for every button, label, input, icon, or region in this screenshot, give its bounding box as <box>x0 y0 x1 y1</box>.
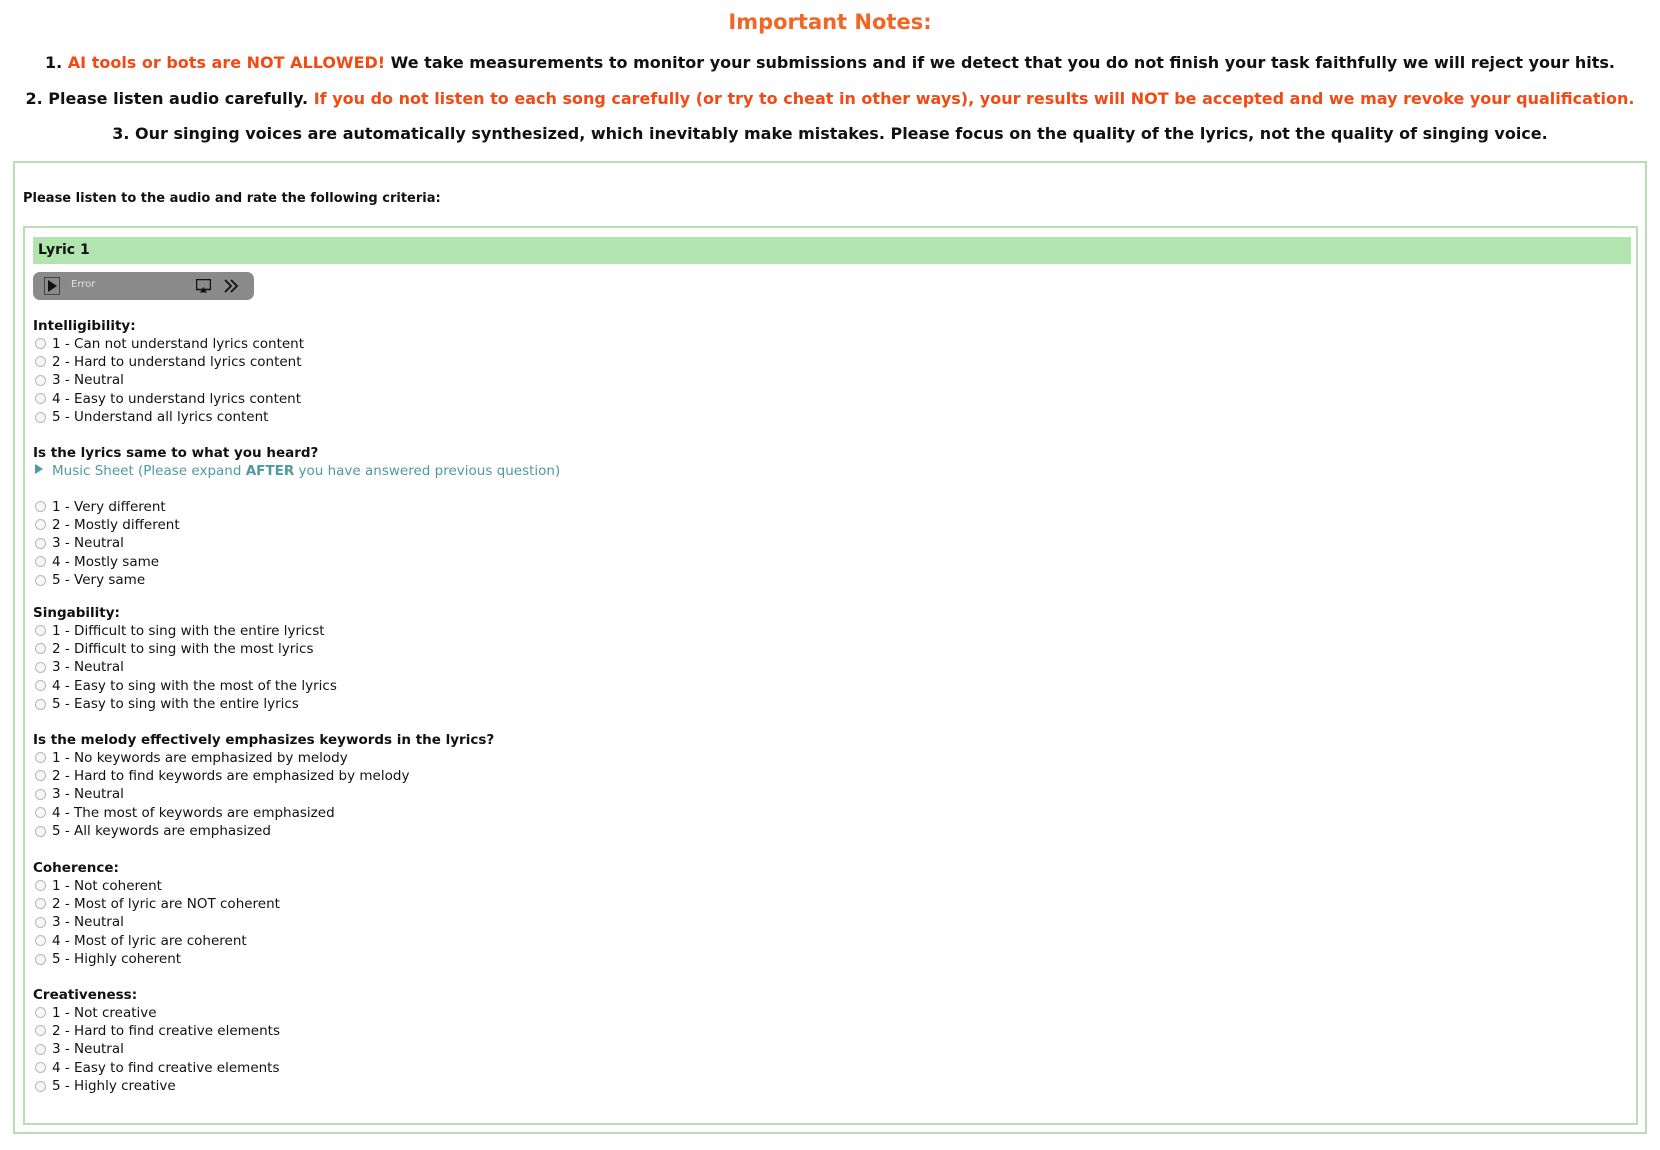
music-sheet-toggle[interactable] <box>33 463 560 479</box>
question-label: Coherence: <box>33 860 119 876</box>
question-label: Intelligibility: <box>33 318 136 334</box>
option-label: 4 - Most of lyric are coherent <box>52 932 247 949</box>
option-label: 2 - Mostly different <box>52 516 180 533</box>
option-label: 4 - Easy to find creative elements <box>52 1059 280 1076</box>
rating-option[interactable] <box>33 804 335 821</box>
rating-option[interactable] <box>33 696 299 713</box>
note-1-warning: AI tools or bots are NOT ALLOWED! <box>67 53 386 72</box>
option-label: 2 - Most of lyric are NOT coherent <box>52 895 280 912</box>
option-label: 3 - Neutral <box>52 535 124 552</box>
note-1-number: 1. <box>45 53 68 72</box>
rating-option[interactable] <box>33 1041 124 1058</box>
rating-option[interactable] <box>33 535 124 552</box>
radio-button[interactable] <box>35 662 46 673</box>
option-label: 2 - Difficult to sing with the most lyrics <box>52 640 314 657</box>
radio-button[interactable] <box>35 880 46 891</box>
lyric-title-bar: Lyric 1 <box>33 237 1631 264</box>
rating-option[interactable] <box>33 335 304 352</box>
rating-option[interactable] <box>33 786 124 803</box>
option-label: 3 - Neutral <box>52 786 124 803</box>
option-label: 4 - Easy to understand lyrics content <box>52 390 302 407</box>
rating-option[interactable] <box>33 659 124 676</box>
rating-option[interactable] <box>33 1078 176 1095</box>
option-label: 5 - Highly coherent <box>52 951 182 968</box>
option-label: 1 - Very different <box>52 498 166 515</box>
rating-option[interactable] <box>33 353 302 370</box>
radio-button[interactable] <box>35 935 46 946</box>
note-3 <box>0 124 1660 143</box>
radio-button[interactable] <box>35 538 46 549</box>
radio-button[interactable] <box>35 556 46 567</box>
rating-option[interactable] <box>33 1022 280 1039</box>
radio-button[interactable] <box>35 338 46 349</box>
rating-option[interactable] <box>33 572 145 589</box>
radio-button[interactable] <box>35 752 46 763</box>
instructions-text: Please listen to the audio and rate the following criteria: <box>23 191 441 206</box>
radio-button[interactable] <box>35 1044 46 1055</box>
radio-button[interactable] <box>35 643 46 654</box>
radio-button[interactable] <box>35 1081 46 1092</box>
option-label: 5 - All keywords are emphasized <box>52 823 271 840</box>
option-label: 2 - Hard to find creative elements <box>52 1022 280 1039</box>
note-2-text: 2. Please listen audio carefully. <box>25 89 314 108</box>
option-label: 3 - Neutral <box>52 372 124 389</box>
option-label: 2 - Hard to understand lyrics content <box>52 353 302 370</box>
option-label: 4 - Mostly same <box>52 553 160 570</box>
play-icon[interactable] <box>44 277 60 295</box>
rating-option[interactable] <box>33 677 337 694</box>
option-label: 1 - Difficult to sing with the entire lyricst <box>52 622 325 639</box>
rating-option[interactable] <box>33 553 159 570</box>
option-label: 3 - Neutral <box>52 914 124 931</box>
radio-button[interactable] <box>35 898 46 909</box>
radio-button[interactable] <box>35 789 46 800</box>
option-label: 1 - No keywords are emphasized by melody <box>52 749 348 766</box>
radio-button[interactable] <box>35 699 46 710</box>
radio-button[interactable] <box>35 393 46 404</box>
radio-button[interactable] <box>35 917 46 928</box>
rating-option[interactable] <box>33 914 124 931</box>
radio-button[interactable] <box>35 826 46 837</box>
rating-option[interactable] <box>33 877 162 894</box>
option-label: 2 - Hard to find keywords are emphasized by melody <box>52 767 410 784</box>
radio-button[interactable] <box>35 770 46 781</box>
radio-button[interactable] <box>35 412 46 423</box>
rating-option[interactable] <box>33 767 409 784</box>
radio-button[interactable] <box>35 1007 46 1018</box>
important-notes-title: Important Notes: <box>728 10 932 34</box>
option-label: 1 - Can not understand lyrics content <box>52 335 305 352</box>
rating-option[interactable] <box>33 1059 280 1076</box>
option-label: 5 - Highly creative <box>52 1078 176 1095</box>
radio-button[interactable] <box>35 1062 46 1073</box>
radio-button[interactable] <box>35 375 46 386</box>
expand-triangle-icon <box>35 464 43 474</box>
radio-button[interactable] <box>35 680 46 691</box>
question-label: Is the lyrics same to what you heard? <box>33 445 319 461</box>
music-sheet-emphasis: AFTER <box>245 463 295 479</box>
radio-button[interactable] <box>35 519 46 530</box>
option-label: 1 - Not coherent <box>52 877 162 894</box>
option-label: 4 - Easy to sing with the most of the lyrics <box>52 677 337 694</box>
rating-option[interactable] <box>33 640 314 657</box>
question-label: Singability: <box>33 605 120 621</box>
rating-option[interactable] <box>33 749 348 766</box>
radio-button[interactable] <box>35 575 46 586</box>
player-status: Error <box>71 279 96 290</box>
audio-player[interactable] <box>33 272 254 300</box>
rating-option[interactable] <box>33 932 247 949</box>
option-label: 1 - Not creative <box>52 1004 157 1021</box>
rating-option[interactable] <box>33 951 181 968</box>
rating-option[interactable] <box>33 1004 157 1021</box>
option-label: 5 - Understand all lyrics content <box>52 409 269 426</box>
music-sheet-suffix: you have answered previous question) <box>294 463 561 479</box>
rating-option[interactable] <box>33 390 301 407</box>
option-label: 3 - Neutral <box>52 1041 124 1058</box>
rating-option[interactable] <box>33 498 166 515</box>
question-label: Creativeness: <box>33 987 138 1003</box>
radio-button[interactable] <box>35 625 46 636</box>
option-label: 4 - The most of keywords are emphasized <box>52 804 335 821</box>
rating-option[interactable] <box>33 823 271 840</box>
radio-button[interactable] <box>35 1025 46 1036</box>
option-label: 3 - Neutral <box>52 659 124 676</box>
rating-option[interactable] <box>33 372 124 389</box>
rating-option[interactable] <box>33 409 268 426</box>
rating-option[interactable] <box>33 622 325 639</box>
radio-button[interactable] <box>35 356 46 367</box>
cast-icon[interactable] <box>196 279 211 293</box>
option-label: 5 - Easy to sing with the entire lyrics <box>52 696 299 713</box>
note-2 <box>0 89 1660 108</box>
note-2-warning: If you do not listen to each song carefully (or try to cheat in other ways), your results will NOT be accepted and we may revoke your qualification. <box>313 89 1635 108</box>
radio-button[interactable] <box>35 501 46 512</box>
radio-button[interactable] <box>35 954 46 965</box>
option-label: 5 - Very same <box>52 572 146 589</box>
note-1-text: We take measurements to monitor your submissions and if we detect that you do not finish your task faithfully we will reject your hits. <box>385 53 1615 72</box>
note-3-text: 3. Our singing voices are automatically synthesized, which inevitably make mistakes. Please focus on the quality of the lyrics, not the quality of singing voice. <box>112 124 1548 143</box>
music-sheet-prefix: Music Sheet (Please expand <box>52 463 246 479</box>
note-1 <box>0 53 1660 72</box>
radio-button[interactable] <box>35 807 46 818</box>
question-label: Is the melody effectively emphasizes keywords in the lyrics? <box>33 732 495 748</box>
rating-option[interactable] <box>33 895 280 912</box>
rating-option[interactable] <box>33 516 180 533</box>
skip-forward-icon[interactable] <box>223 278 239 294</box>
